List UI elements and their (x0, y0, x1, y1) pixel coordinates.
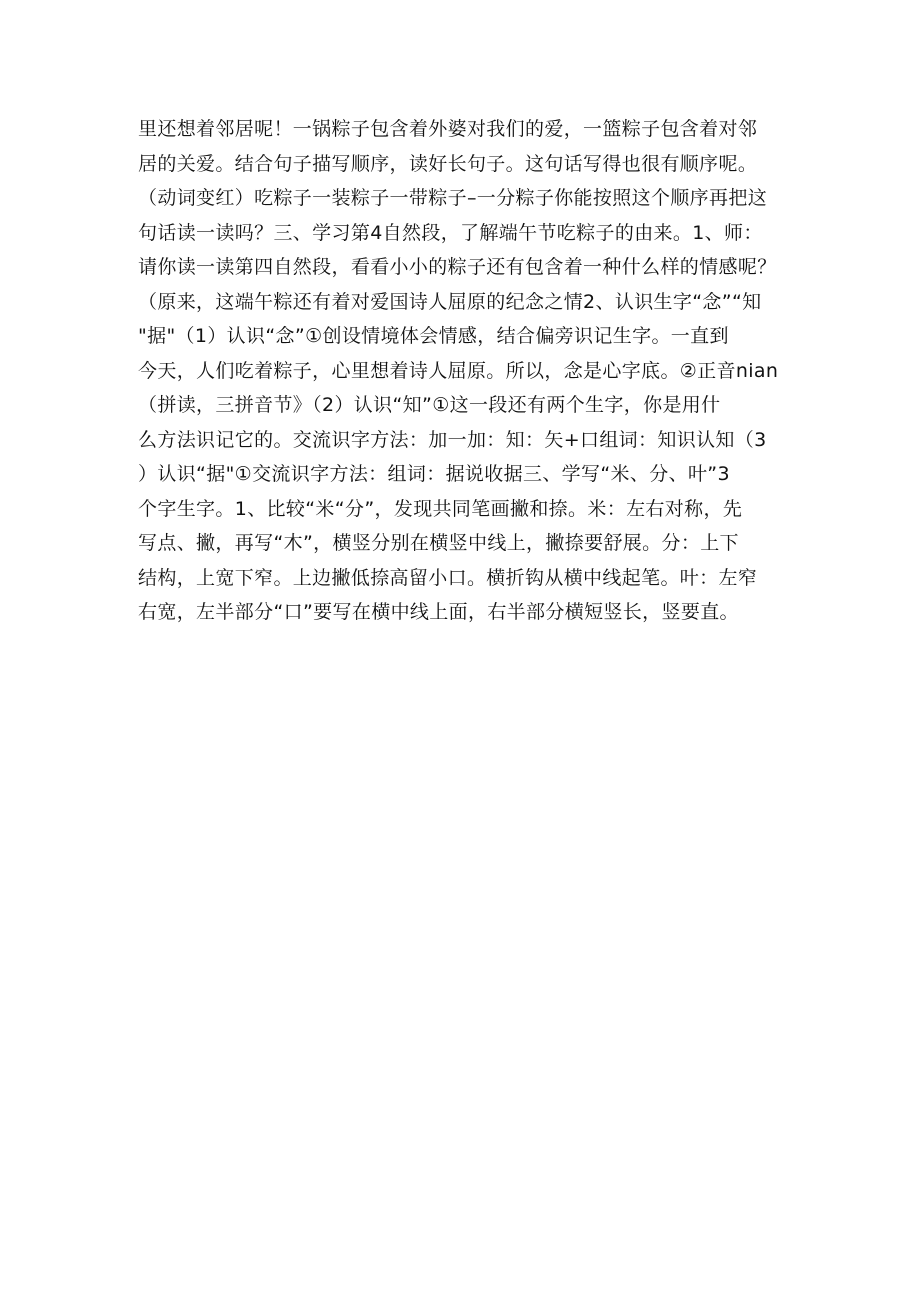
text-line: 今天，人们吃着粽子，心里想着诗人屈原。所以，念是心字底。②正音nian (138, 359, 779, 382)
text-line: 句话读一读吗？三、学习第4自然段，了解端午节吃粽子的由来。1、师： (138, 221, 763, 244)
body-text (138, 112, 798, 630)
text-line: "据"（1）认识“念”①创设情境体会情感，结合偏旁识记生字。一直到 (138, 325, 729, 347)
text-line: 结构，上宽下窄。上边撇低捺高留小口。横折钩从横中线起笔。叶：左窄 (138, 566, 758, 589)
text-line: 写点、撇，再写“木”，横竖分别在横竖中线上，撇捺要舒展。分：上下 (138, 532, 739, 554)
text-line: 么方法识记它的。交流识字方法：加一加：知：矢+口组词：知识认知（3 (138, 428, 767, 451)
text-line: 个字生字。1、比较“米“分”，发现共同笔画撇和捺。米：左右对称，先 (138, 497, 743, 520)
text-line: ）认识“据"①交流识字方法：组词：据说收据三、学写“米、分、叶”3 (138, 463, 730, 485)
text-line: 里还想着邻居呢！一锅粽子包含着外婆对我们的爱，一篮粽子包含着对邻 (138, 118, 758, 140)
text-line: 居的关爱。结合句子描写顺序，读好长句子。这句话写得也很有顺序呢。 (138, 152, 758, 175)
text-line: （原来，这端午粽还有着对爱国诗人屈原的纪念之情2、认识生字“念”“知 (138, 290, 762, 313)
text-line: 请你读一读第四自然段，看看小小的粽子还有包含着一种什么样的情感呢？ (138, 256, 777, 278)
text-line: （动词变红）吃粽子一装粽子一带粽子–一分粽子你能按照这个顺序再把这 (138, 187, 768, 209)
text-line: 右宽，左半部分“口”要写在横中线上面，右半部分横短竖长，竖要直。 (138, 601, 739, 623)
text-line: （拼读，三拼音节》（2）认识“知”①这一段还有两个生字，你是用什 (138, 394, 721, 416)
